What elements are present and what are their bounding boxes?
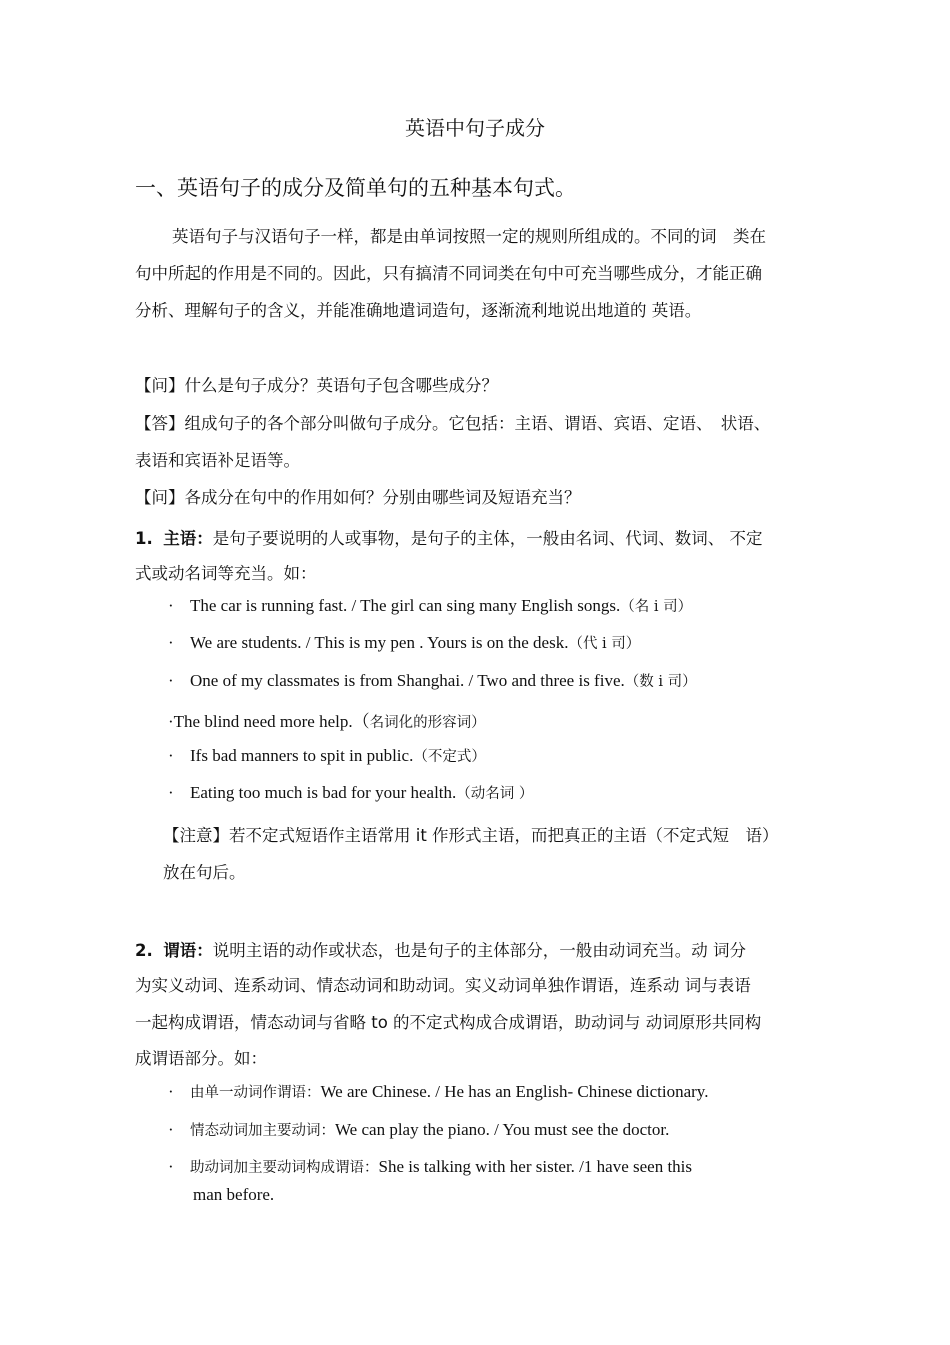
subject-line-2: 式或动名词等充当。如：	[135, 564, 317, 583]
predicate-term: 谓语：	[163, 941, 213, 960]
document-title: 英语中句子成分	[405, 116, 545, 140]
predicate-line-2: 为实义动词、连系动词、情态动词和助动词。实义动词单独作谓语，连系动 词与表语	[135, 976, 751, 995]
subject-line-1	[135, 525, 763, 549]
predicate-definition: 说明主语的动作或状态，也是句子的主体部分，一般由动词充当。动 词分	[212, 941, 746, 960]
predicate-line-1	[135, 937, 746, 961]
question-1: 【问】什么是句子成分？英语句子包含哪些成分？	[135, 376, 498, 395]
subject-note-line-2: 放在句后。	[163, 863, 246, 882]
predicate-example-2: · 情态动词加主要动词：We can play the piano. / You must see the doctor.	[168, 1120, 670, 1139]
subject-example-3: · One of my classmates is from Shanghai. / Two and three is five.（数 i 司）	[168, 671, 697, 690]
answer-line-1: 【答】组成句子的各个部分叫做句子成分。它包括：主语、谓语、宾语、定语、 状语、	[135, 414, 771, 433]
subject-term: 主语：	[163, 529, 213, 548]
predicate-line-4: 成谓语部分。如：	[135, 1049, 267, 1068]
subject-definition: 是句子要说明的人或事物，是句子的主体，一般由名词、代词、数词、 不定	[212, 529, 763, 548]
intro-line-1: 英语句子与汉语句子一样，都是由单词按照一定的规则所组成的。不同的词 类在	[172, 227, 766, 246]
subject-example-6: · Eating too much is bad for your health.（动名词 ）	[168, 783, 534, 802]
answer-line-2: 表语和宾语补足语等。	[135, 451, 300, 470]
subject-example-5: · Ifs bad manners to spit in public.（不定式）	[168, 746, 486, 765]
subject-number: 1.	[135, 529, 153, 548]
predicate-line-3: 一起构成谓语，情态动词与省略 to 的不定式构成合成谓语，助动词与 动词原形共同构	[135, 1013, 762, 1032]
subject-example-4: ·The blind need more help.（名词化的形容词）	[168, 712, 486, 731]
question-2: 【问】各成分在句中的作用如何？分别由哪些词及短语充当？	[135, 488, 581, 507]
predicate-example-3-continued: man before.	[193, 1185, 275, 1204]
predicate-example-1: · 由单一动词作谓语：We are Chinese. / He has an English- Chinese dictionary.	[168, 1082, 709, 1101]
intro-line-2: 句中所起的作用是不同的。因此，只有搞清不同词类在句中可充当哪些成分，才能正确	[135, 264, 762, 283]
subject-example-2: · We are students. / This is my pen . Yours is on the desk.（代 i 司）	[168, 633, 641, 652]
section-heading: 一、英语句子的成分及简单句的五种基本句式。	[135, 176, 576, 200]
intro-line-3: 分析、理解句子的含义，并能准确地遣词造句，逐渐流利地说出地道的 英语。	[135, 301, 702, 320]
predicate-example-3: · 助动词加主要动词构成谓语：She is talking with her sister. /1 have seen this	[168, 1157, 693, 1176]
predicate-number: 2.	[135, 941, 153, 960]
subject-note-line-1: 【注意】若不定式短语作主语常用 it 作形式主语，而把真正的主语（不定式短 语）	[163, 826, 779, 845]
subject-example-1: · The car is running fast. / The girl can sing many English songs.（名 i 司）	[168, 596, 693, 615]
